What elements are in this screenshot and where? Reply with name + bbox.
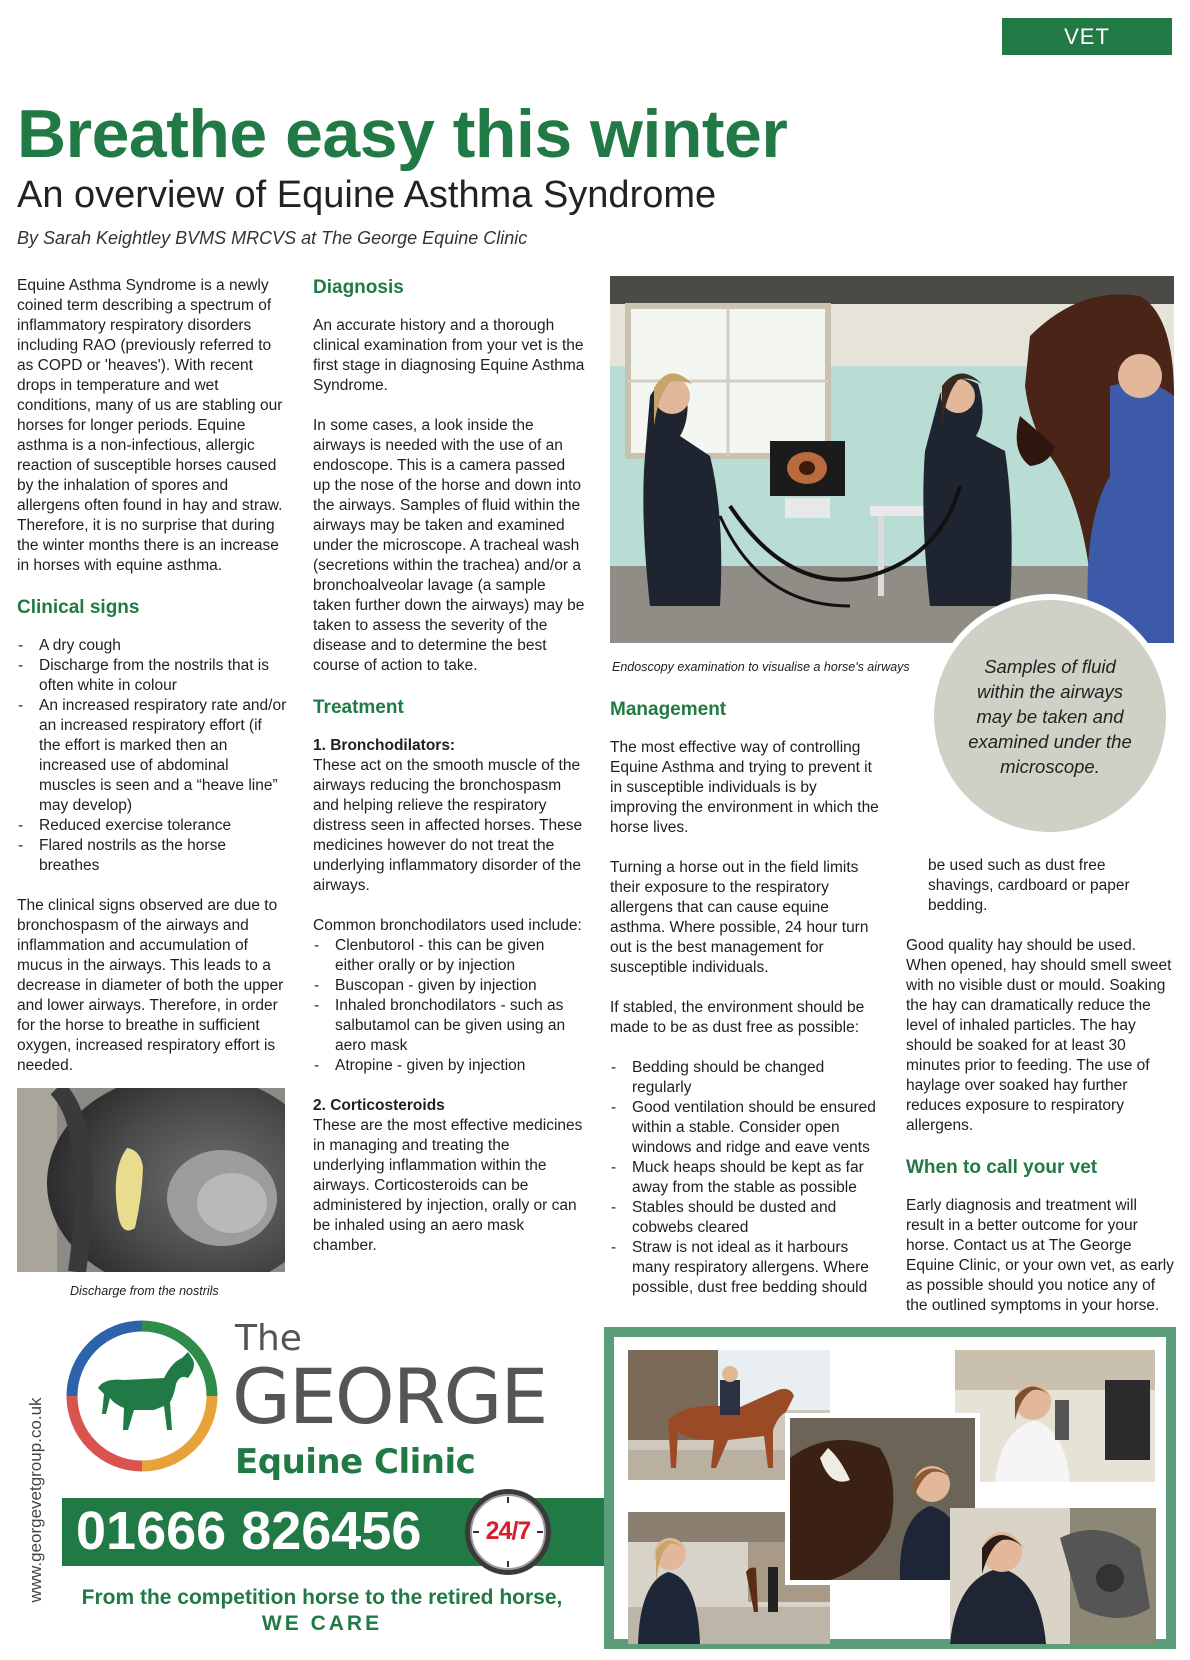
common-intro: Common bronchodilators used include:	[313, 917, 582, 934]
column-4	[906, 856, 1174, 1336]
call-vet-heading: When to call your vet	[906, 1157, 1098, 1178]
signs-paragraph: The clinical signs observed are due to bronchospasm of the airways and inflammation and accumulation of mucus in the airways. This leads to a decrease in diameter of both the upper and lower airways. Therefore, in order for the horse to breathe in sufficient oxygen, increased respiratory effort is needed.	[17, 897, 284, 1074]
list-item: - Inhaled bronchodilators - such as salbutamol can be given using an aero mask	[313, 996, 585, 1056]
column-3	[610, 698, 880, 1318]
bedding-continuation: be used such as dust free shavings, cardboard or paper bedding.	[928, 857, 1130, 914]
column-1	[17, 276, 287, 1096]
pull-quote: Samples of fluid within the airways may be taken and examined under the microscope.	[934, 600, 1166, 832]
bronchodilators-title: 1. Bronchodilators:	[313, 737, 456, 754]
list-item: - Flared nostrils as the horse breathes	[17, 836, 287, 876]
treatment-heading: Treatment	[313, 697, 404, 718]
clinical-signs-list	[17, 636, 287, 876]
247-badge: 24/7	[485, 1517, 531, 1545]
management-paragraph-2: Turning a horse out in the field limits their exposure to the respiratory allergens that can cause equine asthma. Where possible, 24 hour turn out is the best management for susceptible individuals.	[610, 859, 869, 976]
george-horse-logo	[64, 1318, 220, 1474]
list-item: - Good ventilation should be ensured within a stable. Consider open windows and ridge and eave vents	[610, 1098, 880, 1158]
phone-number[interactable]: 01666 826456	[76, 1501, 422, 1561]
website-link[interactable]	[16, 1380, 56, 1620]
section-tag: VET	[1002, 18, 1172, 55]
intro-paragraph: Equine Asthma Syndrome is a newly coined term describing a spectrum of inflammatory respiratory disorders including RAO (previously referred to as COPD or 'heaves'). With recent drops in temperature and wet conditions, many of us are stabling our horses for longer periods. Equine asthma is a non-infectious, allergic reaction of susceptible horses caused by the inhalation of spores and allergens often found in hay and straw. Therefore, it is no surprise that during the winter months there is an increase in horses with equine asthma.	[17, 277, 283, 574]
corticosteroids-title: 2. Corticosteroids	[313, 1097, 445, 1114]
website-text: www.georgevetgroup.co.uk	[26, 1397, 45, 1603]
list-item: - Bedding should be changed regularly	[610, 1058, 880, 1098]
tagline-line-1: From the competition horse to the retired horse,	[81, 1586, 563, 1609]
call-vet-paragraph: Early diagnosis and treatment will result in a better outcome for your horse. Contact us at The George Equine Clinic, or your own vet, as early as possible should you notice any of the outlined symptoms in your horse.	[906, 1197, 1174, 1314]
logo-the: The	[235, 1318, 302, 1359]
logo-clinic: Equine Clinic	[235, 1442, 476, 1482]
nostril-photo-caption: Discharge from the nostrils	[70, 1284, 219, 1298]
list-item: - Clenbutorol - this can be given either orally or by injection	[313, 936, 585, 976]
clinical-signs-heading: Clinical signs	[17, 597, 140, 618]
article-byline: By Sarah Keightley BVMS MRCVS at The George Equine Clinic	[17, 228, 528, 248]
bronchodilators-block	[313, 736, 585, 896]
list-item: - Muck heaps should be kept as far away from the stable as possible	[610, 1158, 880, 1198]
article-subtitle: An overview of Equine Asthma Syndrome	[17, 174, 717, 216]
diagnosis-paragraph-2: In some cases, a look inside the airways is needed with the use of an endoscope. This is a camera passed up the nose of the horse and down into the airways. Samples of fluid within the airways may be taken and examined under the microscope. A tracheal wash (secretions within the trachea) and/or a bronchoalveolar lavage (a sample taken further down the airways) may be taken to assess the severity of the disease and to determine the best course of action to take.	[313, 417, 585, 674]
management-heading: Management	[610, 699, 727, 720]
management-paragraph-3: If stabled, the environment should be made to be as dust free as possible:	[610, 999, 865, 1036]
logo-george: GEORGE	[232, 1352, 547, 1441]
diagnosis-heading: Diagnosis	[313, 277, 404, 298]
endoscopy-photo-caption: Endoscopy examination to visualise a horse's airways	[612, 660, 910, 674]
endoscopy-photo	[610, 276, 1174, 643]
column-2	[313, 276, 585, 1276]
tagline-line-2: WE CARE	[261, 1612, 383, 1635]
list-item: - Discharge from the nostrils that is often white in colour	[17, 656, 287, 696]
collage-photo-vet-horse	[790, 1418, 975, 1580]
list-item: - A dry cough	[17, 636, 287, 656]
corticosteroids-text: These are the most effective medicines in managing and treating the underlying inflammation within the airways. Corticosteroids can be administered by injection, orally or can be inhaled using an aero mask chamber.	[313, 1117, 583, 1254]
bronchodilators-list	[313, 936, 585, 1076]
list-item: - Straw is not ideal as it harbours many respiratory allergens. Where possible, dust free bedding should	[610, 1238, 880, 1298]
corticosteroids-block	[313, 1096, 585, 1256]
list-item: - An increased respiratory rate and/or an increased respiratory effort (if the effort is marked then an increased use of abdominal muscles is seen and a “heave line” may develop)	[17, 696, 287, 816]
collage-photo-lab	[955, 1350, 1155, 1482]
hay-paragraph: Good quality hay should be used. When opened, hay should smell sweet with no visible dust or mould. Soaking the hay can dramatically reduce the level of inhaled particles. The hay should be soaked for at least 30 minutes prior to feeding. The use of haylage over soaked hay further reduces exposure to respiratory allergens.	[906, 937, 1172, 1134]
article-title: Breathe easy this winter	[17, 96, 788, 172]
management-paragraph-1: The most effective way of controlling Equine Asthma and trying to prevent it in susceptible individuals is by improving the environment in which the horse lives.	[610, 739, 879, 836]
stable-tips-list	[610, 1058, 880, 1298]
bronchodilators-text: These act on the smooth muscle of the airways reducing the bronchospasm and helping relieve the respiratory distress seen in affected horses. These medicines however do not treat the underlying inflammatory disorder of the airways.	[313, 757, 583, 894]
collage-photo-exam	[950, 1508, 1156, 1644]
diagnosis-paragraph-1: An accurate history and a thorough clinical examination from your vet is the first stage in diagnosing Equine Asthma Syndrome.	[313, 317, 585, 394]
list-item: - Reduced exercise tolerance	[17, 816, 287, 836]
nostril-photo	[17, 1088, 285, 1272]
list-item: - Atropine - given by injection	[313, 1056, 585, 1076]
list-item: - Stables should be dusted and cobwebs cleared	[610, 1198, 880, 1238]
list-item: - Buscopan - given by injection	[313, 976, 585, 996]
